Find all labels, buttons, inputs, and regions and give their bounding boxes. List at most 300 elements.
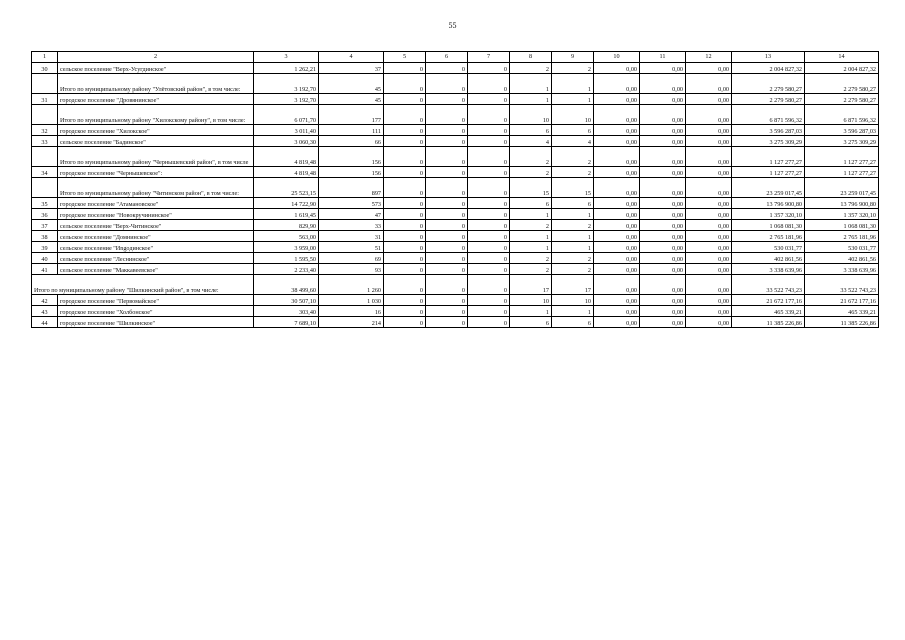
value-cell-c14: 3 338 639,96	[805, 264, 879, 275]
value-cell-c12: 0,00	[686, 295, 732, 306]
value-cell-c14: 6 871 596,32	[805, 105, 879, 125]
value-cell-c5: 0	[384, 94, 426, 105]
value-cell-c8: 2	[510, 63, 552, 74]
value-cell-c8: 2	[510, 264, 552, 275]
header-row	[32, 52, 879, 63]
row-name-cell: городское поселение "Новокручининское"	[58, 209, 254, 220]
value-cell-c5: 0	[384, 178, 426, 198]
value-cell-c9: 2	[552, 63, 594, 74]
value-cell-c10: 0,00	[594, 242, 640, 253]
value-cell-c10: 0,00	[594, 74, 640, 94]
value-cell-c12: 0,00	[686, 94, 732, 105]
table-row	[32, 63, 879, 74]
column-header-9: 9	[552, 52, 594, 63]
value-cell-c7: 0	[468, 167, 510, 178]
value-cell-c9: 1	[552, 306, 594, 317]
value-cell-c4: 37	[319, 63, 384, 74]
value-cell-c5: 0	[384, 74, 426, 94]
value-cell-c10: 0,00	[594, 253, 640, 264]
value-cell-c3: 25 523,15	[254, 178, 319, 198]
row-number-cell: 42	[32, 295, 58, 306]
row-number-cell: 33	[32, 136, 58, 147]
table-row	[32, 220, 879, 231]
row-number-cell: 39	[32, 242, 58, 253]
value-cell-c13: 11 385 226,86	[732, 317, 805, 328]
row-number-cell: 40	[32, 253, 58, 264]
value-cell-c8: 6	[510, 317, 552, 328]
value-cell-c3: 3 192,70	[254, 94, 319, 105]
value-cell-c6: 0	[426, 209, 468, 220]
subtotal-row	[32, 74, 879, 94]
value-cell-c9: 4	[552, 136, 594, 147]
value-cell-c13: 1 357 320,10	[732, 209, 805, 220]
value-cell-c8: 1	[510, 209, 552, 220]
value-cell-c13: 2 004 827,32	[732, 63, 805, 74]
row-name-cell: сельское поселение "Верх-Читинское"	[58, 220, 254, 231]
row-name-cell: Итого по муниципальному району "Хилокскому району", в том числе:	[58, 105, 254, 125]
table-row	[32, 295, 879, 306]
value-cell-c9: 2	[552, 220, 594, 231]
row-number-cell	[32, 178, 58, 198]
value-cell-c9: 6	[552, 125, 594, 136]
column-header-13: 13	[732, 52, 805, 63]
value-cell-c11: 0,00	[640, 147, 686, 167]
row-name-cell: городское поселение "Дровянинское"	[58, 94, 254, 105]
row-name-cell: Итого по муниципальному району "Улётовский район", в том числе:	[58, 74, 254, 94]
subtotal-row	[32, 275, 879, 295]
value-cell-c13: 13 796 900,80	[732, 198, 805, 209]
value-cell-c14: 465 339,21	[805, 306, 879, 317]
value-cell-c10: 0,00	[594, 264, 640, 275]
value-cell-c5: 0	[384, 242, 426, 253]
value-cell-c13: 2 765 181,96	[732, 231, 805, 242]
value-cell-c14: 21 672 177,16	[805, 295, 879, 306]
value-cell-c3: 6 071,70	[254, 105, 319, 125]
column-header-11: 11	[640, 52, 686, 63]
row-number-cell: 35	[32, 198, 58, 209]
value-cell-c6: 0	[426, 147, 468, 167]
value-cell-c11: 0,00	[640, 136, 686, 147]
value-cell-c7: 0	[468, 209, 510, 220]
value-cell-c4: 93	[319, 264, 384, 275]
column-header-10: 10	[594, 52, 640, 63]
value-cell-c4: 33	[319, 220, 384, 231]
column-header-3: 3	[254, 52, 319, 63]
value-cell-c9: 6	[552, 317, 594, 328]
row-name-cell: сельское поселение "Домнинское"	[58, 231, 254, 242]
value-cell-c5: 0	[384, 295, 426, 306]
value-cell-c3: 563,00	[254, 231, 319, 242]
value-cell-c5: 0	[384, 147, 426, 167]
value-cell-c3: 3 011,40	[254, 125, 319, 136]
report-table	[31, 51, 879, 328]
row-name-cell: городское поселение "Холбонское"	[58, 306, 254, 317]
value-cell-c7: 0	[468, 317, 510, 328]
value-cell-c9: 2	[552, 147, 594, 167]
value-cell-c11: 0,00	[640, 242, 686, 253]
value-cell-c8: 15	[510, 178, 552, 198]
value-cell-c12: 0,00	[686, 220, 732, 231]
row-number-cell: 34	[32, 167, 58, 178]
value-cell-c9: 2	[552, 264, 594, 275]
value-cell-c4: 1 260	[319, 275, 384, 295]
row-name-cell: городское поселение "Чернышевское":	[58, 167, 254, 178]
value-cell-c3: 4 819,48	[254, 167, 319, 178]
value-cell-c12: 0,00	[686, 275, 732, 295]
value-cell-c8: 17	[510, 275, 552, 295]
value-cell-c9: 1	[552, 74, 594, 94]
table-row	[32, 231, 879, 242]
value-cell-c4: 45	[319, 74, 384, 94]
value-cell-c11: 0,00	[640, 167, 686, 178]
row-number-cell: 41	[32, 264, 58, 275]
row-number-cell	[32, 74, 58, 94]
value-cell-c8: 1	[510, 231, 552, 242]
value-cell-c8: 1	[510, 242, 552, 253]
value-cell-c12: 0,00	[686, 317, 732, 328]
value-cell-c10: 0,00	[594, 220, 640, 231]
value-cell-c11: 0,00	[640, 295, 686, 306]
value-cell-c10: 0,00	[594, 231, 640, 242]
subtotal-row	[32, 147, 879, 167]
value-cell-c8: 2	[510, 253, 552, 264]
value-cell-c7: 0	[468, 231, 510, 242]
value-cell-c7: 0	[468, 147, 510, 167]
row-name-cell: сельское поселение "Верх-Усугдинское"	[58, 63, 254, 74]
value-cell-c14: 13 796 900,80	[805, 198, 879, 209]
column-header-14: 14	[805, 52, 879, 63]
value-cell-c8: 2	[510, 220, 552, 231]
value-cell-c3: 3 060,30	[254, 136, 319, 147]
value-cell-c5: 0	[384, 136, 426, 147]
value-cell-c8: 10	[510, 295, 552, 306]
value-cell-c8: 4	[510, 136, 552, 147]
value-cell-c13: 465 339,21	[732, 306, 805, 317]
table-row	[32, 317, 879, 328]
value-cell-c10: 0,00	[594, 306, 640, 317]
table-row	[32, 136, 879, 147]
value-cell-c9: 10	[552, 105, 594, 125]
value-cell-c7: 0	[468, 125, 510, 136]
value-cell-c6: 0	[426, 306, 468, 317]
table-row	[32, 209, 879, 220]
value-cell-c5: 0	[384, 105, 426, 125]
table-body	[32, 63, 879, 328]
value-cell-c11: 0,00	[640, 198, 686, 209]
value-cell-c8: 2	[510, 167, 552, 178]
value-cell-c6: 0	[426, 167, 468, 178]
row-name-cell: городское поселение "Атамановское"	[58, 198, 254, 209]
value-cell-c13: 3 596 287,03	[732, 125, 805, 136]
value-cell-c10: 0,00	[594, 167, 640, 178]
row-name-cell: Итого по муниципальному району "Шилкинский район", в том числе:	[32, 275, 254, 295]
value-cell-c12: 0,00	[686, 74, 732, 94]
value-cell-c5: 0	[384, 253, 426, 264]
row-name-cell: Итого по муниципальному району "Чернышевский район", в том числе	[58, 147, 254, 167]
value-cell-c10: 0,00	[594, 125, 640, 136]
row-number-cell: 31	[32, 94, 58, 105]
table-row	[32, 94, 879, 105]
value-cell-c4: 31	[319, 231, 384, 242]
value-cell-c3: 1 619,45	[254, 209, 319, 220]
value-cell-c13: 530 031,77	[732, 242, 805, 253]
value-cell-c13: 2 279 580,27	[732, 74, 805, 94]
value-cell-c14: 3 275 309,29	[805, 136, 879, 147]
value-cell-c7: 0	[468, 295, 510, 306]
value-cell-c13: 3 338 639,96	[732, 264, 805, 275]
value-cell-c12: 0,00	[686, 198, 732, 209]
value-cell-c13: 1 127 277,27	[732, 147, 805, 167]
value-cell-c10: 0,00	[594, 275, 640, 295]
value-cell-c9: 1	[552, 231, 594, 242]
value-cell-c6: 0	[426, 105, 468, 125]
value-cell-c12: 0,00	[686, 264, 732, 275]
value-cell-c11: 0,00	[640, 220, 686, 231]
value-cell-c4: 897	[319, 178, 384, 198]
value-cell-c3: 3 959,00	[254, 242, 319, 253]
value-cell-c4: 69	[319, 253, 384, 264]
value-cell-c14: 3 596 287,03	[805, 125, 879, 136]
value-cell-c5: 0	[384, 167, 426, 178]
value-cell-c13: 402 861,56	[732, 253, 805, 264]
value-cell-c8: 10	[510, 105, 552, 125]
value-cell-c13: 2 279 580,27	[732, 94, 805, 105]
value-cell-c13: 6 871 596,32	[732, 105, 805, 125]
value-cell-c5: 0	[384, 264, 426, 275]
table-row	[32, 242, 879, 253]
page-number: 55	[448, 21, 457, 30]
value-cell-c8: 6	[510, 125, 552, 136]
value-cell-c9: 17	[552, 275, 594, 295]
value-cell-c3: 2 233,40	[254, 264, 319, 275]
value-cell-c4: 177	[319, 105, 384, 125]
value-cell-c11: 0,00	[640, 74, 686, 94]
row-name-cell: сельское поселение "Леснинское"	[58, 253, 254, 264]
value-cell-c12: 0,00	[686, 167, 732, 178]
value-cell-c3: 14 722,90	[254, 198, 319, 209]
value-cell-c14: 1 127 277,27	[805, 167, 879, 178]
subtotal-row	[32, 178, 879, 198]
row-number-cell: 43	[32, 306, 58, 317]
value-cell-c10: 0,00	[594, 63, 640, 74]
value-cell-c7: 0	[468, 242, 510, 253]
value-cell-c11: 0,00	[640, 306, 686, 317]
value-cell-c4: 111	[319, 125, 384, 136]
column-header-1: 1	[32, 52, 58, 63]
value-cell-c9: 10	[552, 295, 594, 306]
value-cell-c9: 2	[552, 253, 594, 264]
value-cell-c13: 1 127 277,27	[732, 167, 805, 178]
value-cell-c6: 0	[426, 178, 468, 198]
row-number-cell: 38	[32, 231, 58, 242]
table-row	[32, 264, 879, 275]
value-cell-c10: 0,00	[594, 136, 640, 147]
value-cell-c3: 4 819,48	[254, 147, 319, 167]
value-cell-c11: 0,00	[640, 63, 686, 74]
value-cell-c12: 0,00	[686, 242, 732, 253]
value-cell-c14: 530 031,77	[805, 242, 879, 253]
value-cell-c10: 0,00	[594, 295, 640, 306]
value-cell-c10: 0,00	[594, 147, 640, 167]
value-cell-c11: 0,00	[640, 317, 686, 328]
value-cell-c7: 0	[468, 94, 510, 105]
value-cell-c10: 0,00	[594, 317, 640, 328]
value-cell-c5: 0	[384, 63, 426, 74]
column-header-7: 7	[468, 52, 510, 63]
value-cell-c8: 1	[510, 94, 552, 105]
value-cell-c12: 0,00	[686, 125, 732, 136]
value-cell-c12: 0,00	[686, 136, 732, 147]
row-number-cell: 32	[32, 125, 58, 136]
value-cell-c6: 0	[426, 220, 468, 231]
row-number-cell: 37	[32, 220, 58, 231]
value-cell-c9: 1	[552, 242, 594, 253]
value-cell-c7: 0	[468, 178, 510, 198]
value-cell-c3: 829,90	[254, 220, 319, 231]
value-cell-c6: 0	[426, 63, 468, 74]
value-cell-c5: 0	[384, 209, 426, 220]
value-cell-c3: 3 192,70	[254, 74, 319, 94]
value-cell-c11: 0,00	[640, 125, 686, 136]
value-cell-c7: 0	[468, 264, 510, 275]
value-cell-c7: 0	[468, 198, 510, 209]
value-cell-c11: 0,00	[640, 264, 686, 275]
value-cell-c6: 0	[426, 253, 468, 264]
row-name-cell: городское поселение "Первомайское"	[58, 295, 254, 306]
column-header-5: 5	[384, 52, 426, 63]
value-cell-c7: 0	[468, 253, 510, 264]
value-cell-c10: 0,00	[594, 105, 640, 125]
row-name-cell: Итого по муниципальному району "Читинском район", в том числе:	[58, 178, 254, 198]
value-cell-c9: 1	[552, 94, 594, 105]
row-number-cell	[32, 147, 58, 167]
value-cell-c14: 1 127 277,27	[805, 147, 879, 167]
value-cell-c6: 0	[426, 317, 468, 328]
value-cell-c7: 0	[468, 306, 510, 317]
value-cell-c13: 23 259 017,45	[732, 178, 805, 198]
value-cell-c9: 15	[552, 178, 594, 198]
value-cell-c6: 0	[426, 74, 468, 94]
row-name-cell: сельское поселение "Иngодинское"	[58, 242, 254, 253]
row-number-cell: 44	[32, 317, 58, 328]
value-cell-c10: 0,00	[594, 198, 640, 209]
value-cell-c5: 0	[384, 317, 426, 328]
value-cell-c4: 573	[319, 198, 384, 209]
value-cell-c3: 1 595,50	[254, 253, 319, 264]
value-cell-c3: 1 262,21	[254, 63, 319, 74]
value-cell-c8: 1	[510, 306, 552, 317]
value-cell-c6: 0	[426, 94, 468, 105]
table-row	[32, 125, 879, 136]
value-cell-c7: 0	[468, 63, 510, 74]
value-cell-c4: 47	[319, 209, 384, 220]
value-cell-c8: 6	[510, 198, 552, 209]
value-cell-c11: 0,00	[640, 94, 686, 105]
subtotal-row	[32, 105, 879, 125]
value-cell-c6: 0	[426, 136, 468, 147]
value-cell-c4: 1 030	[319, 295, 384, 306]
table-row	[32, 306, 879, 317]
value-cell-c7: 0	[468, 136, 510, 147]
column-header-12: 12	[686, 52, 732, 63]
column-header-2: 2	[58, 52, 254, 63]
value-cell-c14: 2 279 580,27	[805, 74, 879, 94]
value-cell-c14: 33 522 743,23	[805, 275, 879, 295]
value-cell-c14: 2 765 181,96	[805, 231, 879, 242]
table-row	[32, 198, 879, 209]
value-cell-c5: 0	[384, 306, 426, 317]
table-header	[32, 52, 879, 63]
row-name-cell: сельское поселение "Бадинское"	[58, 136, 254, 147]
value-cell-c11: 0,00	[640, 209, 686, 220]
value-cell-c7: 0	[468, 220, 510, 231]
value-cell-c10: 0,00	[594, 94, 640, 105]
value-cell-c10: 0,00	[594, 209, 640, 220]
value-cell-c6: 0	[426, 295, 468, 306]
value-cell-c12: 0,00	[686, 306, 732, 317]
value-cell-c9: 6	[552, 198, 594, 209]
row-name-cell: городское поселение "Хилокское"	[58, 125, 254, 136]
row-number-cell	[32, 105, 58, 125]
value-cell-c4: 214	[319, 317, 384, 328]
value-cell-c4: 16	[319, 306, 384, 317]
value-cell-c7: 0	[468, 74, 510, 94]
value-cell-c13: 1 068 081,30	[732, 220, 805, 231]
value-cell-c14: 2 279 580,27	[805, 94, 879, 105]
value-cell-c13: 3 275 309,29	[732, 136, 805, 147]
value-cell-c4: 156	[319, 167, 384, 178]
value-cell-c6: 0	[426, 125, 468, 136]
value-cell-c7: 0	[468, 275, 510, 295]
value-cell-c11: 0,00	[640, 178, 686, 198]
value-cell-c6: 0	[426, 231, 468, 242]
value-cell-c14: 2 004 827,32	[805, 63, 879, 74]
value-cell-c14: 23 259 017,45	[805, 178, 879, 198]
value-cell-c12: 0,00	[686, 178, 732, 198]
column-header-6: 6	[426, 52, 468, 63]
value-cell-c12: 0,00	[686, 253, 732, 264]
value-cell-c13: 33 522 743,23	[732, 275, 805, 295]
row-name-cell: городское поселение "Шилкинское"	[58, 317, 254, 328]
value-cell-c5: 0	[384, 231, 426, 242]
value-cell-c4: 66	[319, 136, 384, 147]
value-cell-c11: 0,00	[640, 275, 686, 295]
value-cell-c12: 0,00	[686, 147, 732, 167]
value-cell-c14: 11 385 226,86	[805, 317, 879, 328]
table-row	[32, 253, 879, 264]
value-cell-c11: 0,00	[640, 105, 686, 125]
value-cell-c3: 30 507,10	[254, 295, 319, 306]
value-cell-c9: 2	[552, 167, 594, 178]
value-cell-c10: 0,00	[594, 178, 640, 198]
column-header-8: 8	[510, 52, 552, 63]
value-cell-c5: 0	[384, 220, 426, 231]
value-cell-c14: 1 068 081,30	[805, 220, 879, 231]
table-row	[32, 167, 879, 178]
value-cell-c7: 0	[468, 105, 510, 125]
value-cell-c4: 156	[319, 147, 384, 167]
value-cell-c6: 0	[426, 198, 468, 209]
row-number-cell: 30	[32, 63, 58, 74]
row-number-cell: 36	[32, 209, 58, 220]
row-name-cell: сельское поселение "Маккавеевское"	[58, 264, 254, 275]
value-cell-c9: 1	[552, 209, 594, 220]
column-header-4: 4	[319, 52, 384, 63]
value-cell-c8: 1	[510, 74, 552, 94]
value-cell-c12: 0,00	[686, 231, 732, 242]
value-cell-c5: 0	[384, 198, 426, 209]
value-cell-c6: 0	[426, 242, 468, 253]
